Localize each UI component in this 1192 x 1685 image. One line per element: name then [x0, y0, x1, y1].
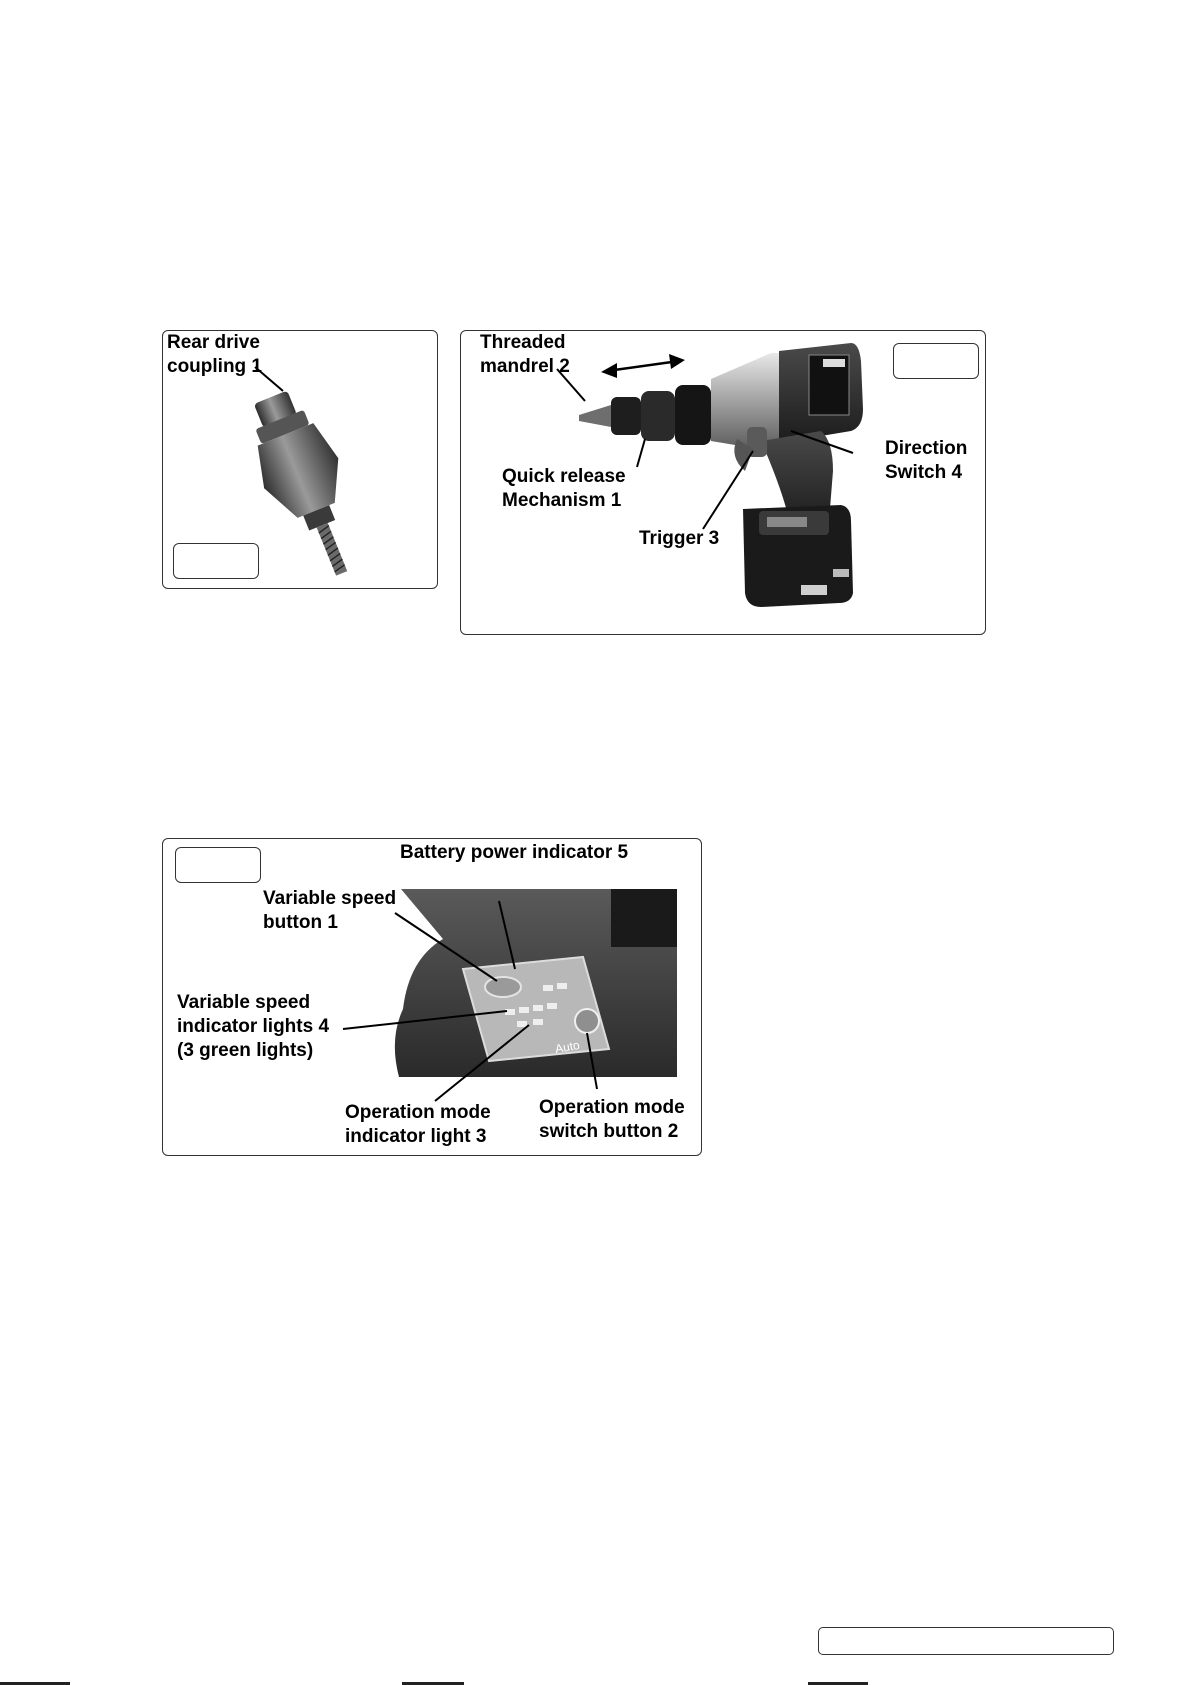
speed-lights-label: Variable speed indicator lights 4 (3 green lights)	[177, 992, 330, 1061]
auto-text: Auto	[553, 1037, 581, 1057]
figure-control-panel	[162, 838, 702, 1156]
figure-number-tag	[173, 543, 259, 579]
threaded-mandrel-label: Threaded mandrel 2	[480, 332, 570, 377]
figure-rivet-tool	[460, 330, 986, 635]
trigger-label: Trigger 3	[639, 528, 720, 549]
figure-number-tag	[893, 343, 979, 379]
rear-drive-coupling-label: Rear drive coupling 1	[167, 332, 262, 377]
figure-number-tag	[175, 847, 261, 883]
battery-indicator-label: Battery power indicator 5	[400, 842, 629, 863]
mode-light-label: Operation mode indicator light 3	[345, 1102, 491, 1147]
figure-rear-coupling	[162, 330, 438, 589]
speed-button-label: Variable speed button 1	[263, 888, 397, 933]
direction-switch-label: Direction Switch 4	[885, 438, 968, 483]
footer-page-box	[818, 1627, 1114, 1655]
quick-release-label: Quick release Mechanism 1	[502, 466, 626, 511]
mode-button-label: Operation mode switch button 2	[539, 1097, 685, 1142]
